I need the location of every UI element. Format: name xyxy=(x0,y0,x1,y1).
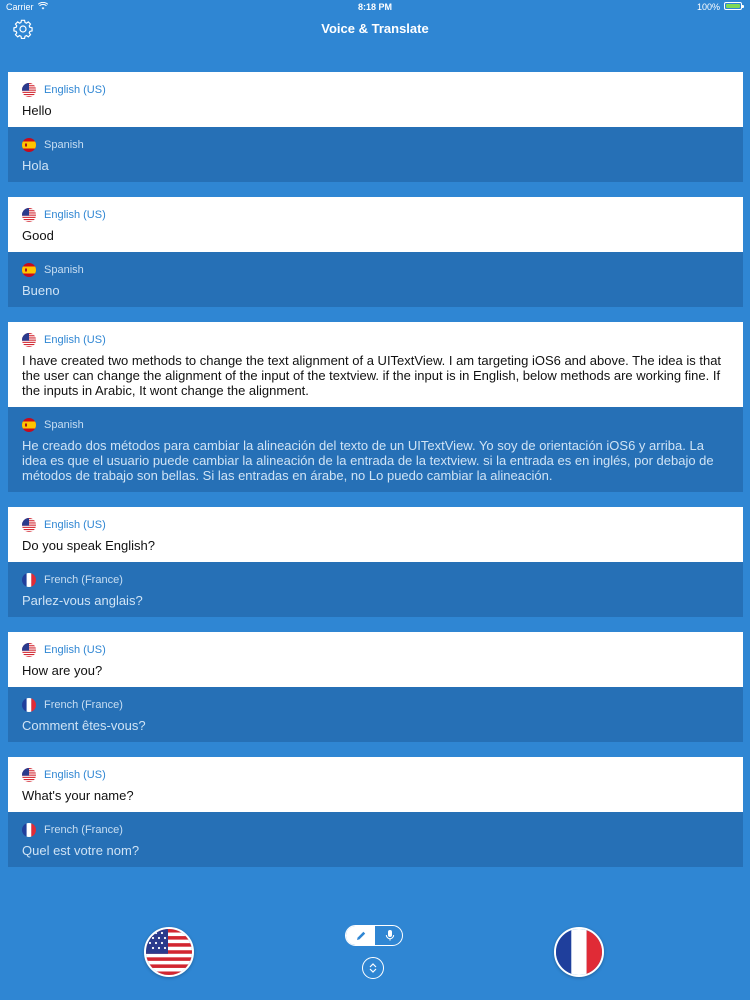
language-row xyxy=(22,262,729,277)
target-text: Hola xyxy=(22,158,49,173)
france-flag-icon xyxy=(22,573,36,587)
target-text: He creado dos métodos para cambiar la alineación del texto de un UITextView. Yo soy de orientación iOS6 y arriba. La idea es que el usuario puede cambiar la alineación de la entrada de la textview. si la entrada es en inglés, por debajo de métodos de trabajo son bellas. Si las entradas en árabe, no Lo puedo cambiar la alineación. xyxy=(22,438,714,483)
translation-list xyxy=(8,72,743,882)
source-language-label: English (US) xyxy=(44,518,106,531)
source-text: What's your name? xyxy=(22,788,134,803)
target-text: Bueno xyxy=(22,283,60,298)
target-phrase-row[interactable] xyxy=(8,687,743,742)
translation-card xyxy=(8,757,743,867)
language-row xyxy=(22,417,729,432)
input-mode-toggle xyxy=(345,925,403,946)
target-text: Parlez-vous anglais? xyxy=(22,593,143,608)
source-phrase-row[interactable] xyxy=(8,507,743,562)
language-row xyxy=(22,332,729,347)
clock: 8:18 PM xyxy=(357,2,392,12)
language-row xyxy=(22,572,729,587)
target-language-label: Spanish xyxy=(44,418,84,431)
chevron-up-down-icon xyxy=(367,962,379,974)
language-row xyxy=(22,517,729,532)
source-language-label: English (US) xyxy=(44,333,106,346)
voice-mode-button[interactable] xyxy=(375,926,403,945)
translation-card xyxy=(8,72,743,182)
source-text: I have created two methods to change the text alignment of a UITextView. I am targeting iOS6 and above. The idea is that the user can change the alignment of the input of the textview. if the input is in English, below methods are working fine. If the inputs in Arabic, It wont change the alignment. xyxy=(22,353,722,398)
carrier-label: Carrier xyxy=(6,2,34,12)
source-phrase-row[interactable] xyxy=(8,72,743,127)
source-language-label: English (US) xyxy=(44,643,106,656)
swap-languages-button[interactable] xyxy=(362,957,384,979)
pencil-icon xyxy=(355,930,367,942)
target-phrase-row[interactable] xyxy=(8,812,743,867)
us-flag-icon xyxy=(22,83,36,97)
language-row xyxy=(22,642,729,657)
target-phrase-row[interactable] xyxy=(8,252,743,307)
us-flag-icon xyxy=(146,929,192,975)
france-flag-icon xyxy=(556,929,602,975)
text-mode-button[interactable] xyxy=(346,926,375,945)
target-language-button[interactable] xyxy=(554,927,604,977)
spain-flag-icon xyxy=(22,138,36,152)
battery-icon xyxy=(724,2,742,10)
us-flag-icon xyxy=(22,768,36,782)
status-bar xyxy=(0,0,750,14)
source-phrase-row[interactable] xyxy=(8,322,743,407)
bottom-bar xyxy=(0,900,750,1000)
translation-card xyxy=(8,507,743,617)
target-text: Quel est votre nom? xyxy=(22,843,140,858)
target-language-label: French (France) xyxy=(44,698,123,711)
source-language-label: English (US) xyxy=(44,768,106,781)
language-row xyxy=(22,697,729,712)
language-row xyxy=(22,82,729,97)
target-language-label: French (France) xyxy=(44,823,123,836)
us-flag-icon xyxy=(22,208,36,222)
source-language-label: English (US) xyxy=(44,208,106,221)
us-flag-icon xyxy=(22,333,36,347)
target-language-label: Spanish xyxy=(44,138,84,151)
target-language-label: French (France) xyxy=(44,573,123,586)
language-row xyxy=(22,767,729,782)
us-flag-icon xyxy=(22,643,36,657)
source-text: Good xyxy=(22,228,54,243)
source-text: Do you speak English? xyxy=(22,538,155,553)
target-text: Comment êtes-vous? xyxy=(22,718,146,733)
france-flag-icon xyxy=(22,698,36,712)
spain-flag-icon xyxy=(22,263,36,277)
source-text: Hello xyxy=(22,103,52,118)
source-language-button[interactable] xyxy=(144,927,194,977)
source-phrase-row[interactable] xyxy=(8,757,743,812)
target-language-label: Spanish xyxy=(44,263,84,276)
target-phrase-row[interactable] xyxy=(8,562,743,617)
page-title: Voice & Translate xyxy=(321,21,429,36)
france-flag-icon xyxy=(22,823,36,837)
us-flag-icon xyxy=(22,518,36,532)
spain-flag-icon xyxy=(22,418,36,432)
target-phrase-row[interactable] xyxy=(8,127,743,182)
source-text: How are you? xyxy=(22,663,103,678)
translation-card xyxy=(8,322,743,492)
translation-card xyxy=(8,197,743,307)
source-language-label: English (US) xyxy=(44,83,106,96)
target-phrase-row[interactable] xyxy=(8,407,743,492)
battery-percent: 100% xyxy=(696,2,720,12)
language-row xyxy=(22,207,729,222)
source-phrase-row[interactable] xyxy=(8,632,743,687)
microphone-icon xyxy=(384,929,396,942)
language-row xyxy=(22,137,729,152)
source-phrase-row[interactable] xyxy=(8,197,743,252)
language-row xyxy=(22,822,729,837)
translation-card xyxy=(8,632,743,742)
